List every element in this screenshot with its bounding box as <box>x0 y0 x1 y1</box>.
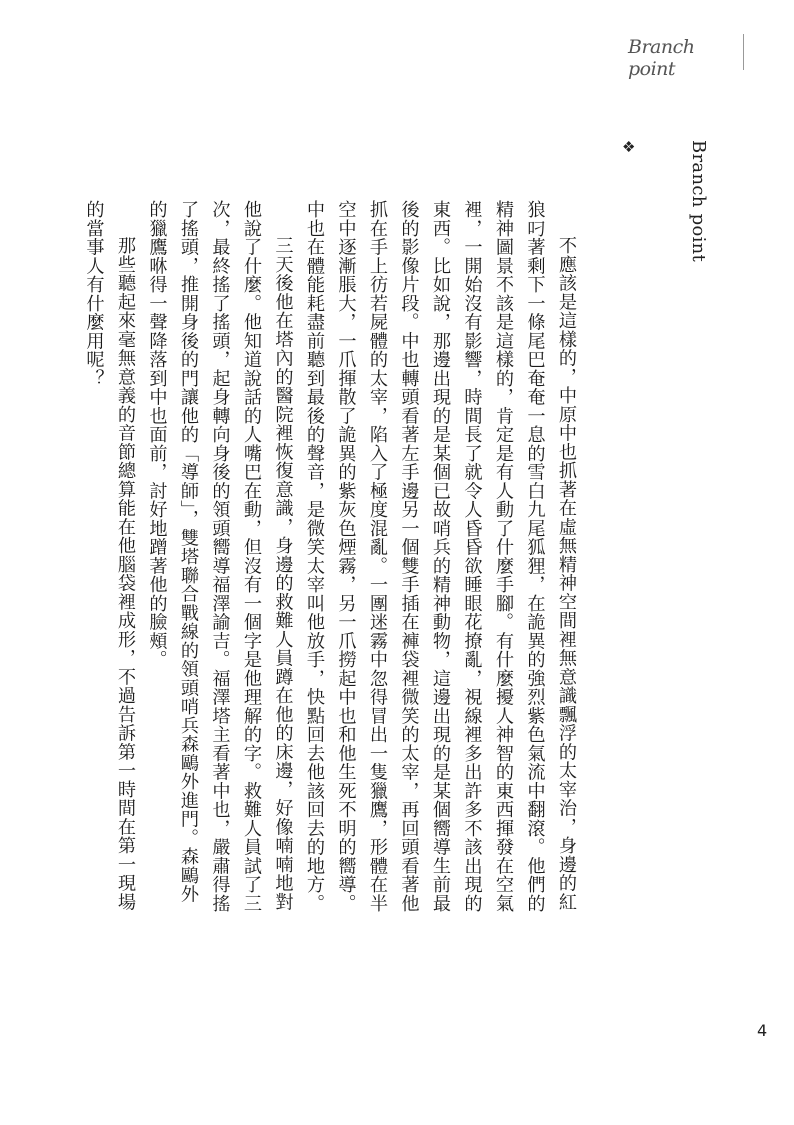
ornament-icon: ❖ <box>622 138 636 156</box>
running-title: Branch point <box>628 36 695 80</box>
running-header <box>628 30 748 80</box>
paragraph: 那些聽起來毫無意義的音節總算能在他腦袋裡成形，不過告訴第一時間在第一現場的當事人有什麼用呢？ <box>83 200 136 912</box>
chapter-title: Branch point <box>688 140 709 263</box>
body-text <box>72 200 582 920</box>
header-rule <box>743 34 744 70</box>
paragraph: 三天後他在塔內的醫院裡恢復意識，身邊的救難人員蹲在他的床邊，好像喃喃地對他說了什麼。他知道說話的人嘴巴在動，但沒有一個字是他理解的字。救難人員試了三次，最終搖了搖頭，起身轉向身後的領頭嚮導福澤諭吉。福澤塔主看著中也，嚴肅得搖了搖頭，推開身後的門讓他的「導師」，雙塔聯合戰線的領頭哨兵森鷗外進門。森鷗外的獵鷹咻得一聲降落到中也面前，討好地蹭著他的臉頰。 <box>146 200 294 913</box>
page-number: 4 <box>757 1021 768 1040</box>
paragraph: 不應該是這樣的，中原中也抓著在虛無精神空間裡無意識飄浮的太宰治，身邊的紅狼叼著剩下一條尾巴奄奄一息的雪白九尾狐狸，在詭異的強烈紫色氣流中翻滾。他們的精神圖景不該是這樣的，肯定是有人動了什麼手腳。有什麼擾人神智的東西揮發在空氣裡，一開始沒有影響，時間長了就令人昏昏欲睡眼花撩亂，視線裡多出許多不該出現的東西。比如說，那邊出現的是某個已故哨兵的精神動物，這邊出現的是某個嚮導生前最後的影像片段。中也轉頭看著左手邊另一個雙手插在褲袋裡微笑的太宰，再回頭看著他抓在手上彷若屍體的太宰，陷入了極度混亂。一團迷霧中忽得冒出一隻獵鷹，形體在半空中逐漸脹大，一爪揮散了詭異的紫灰色煙霧，另一爪撈起中也和他生死不明的嚮導。中也在體能耗盡前聽到最後的聲音，是微笑太宰叫他放手，快點回去他該回去的地方。 <box>304 200 577 913</box>
